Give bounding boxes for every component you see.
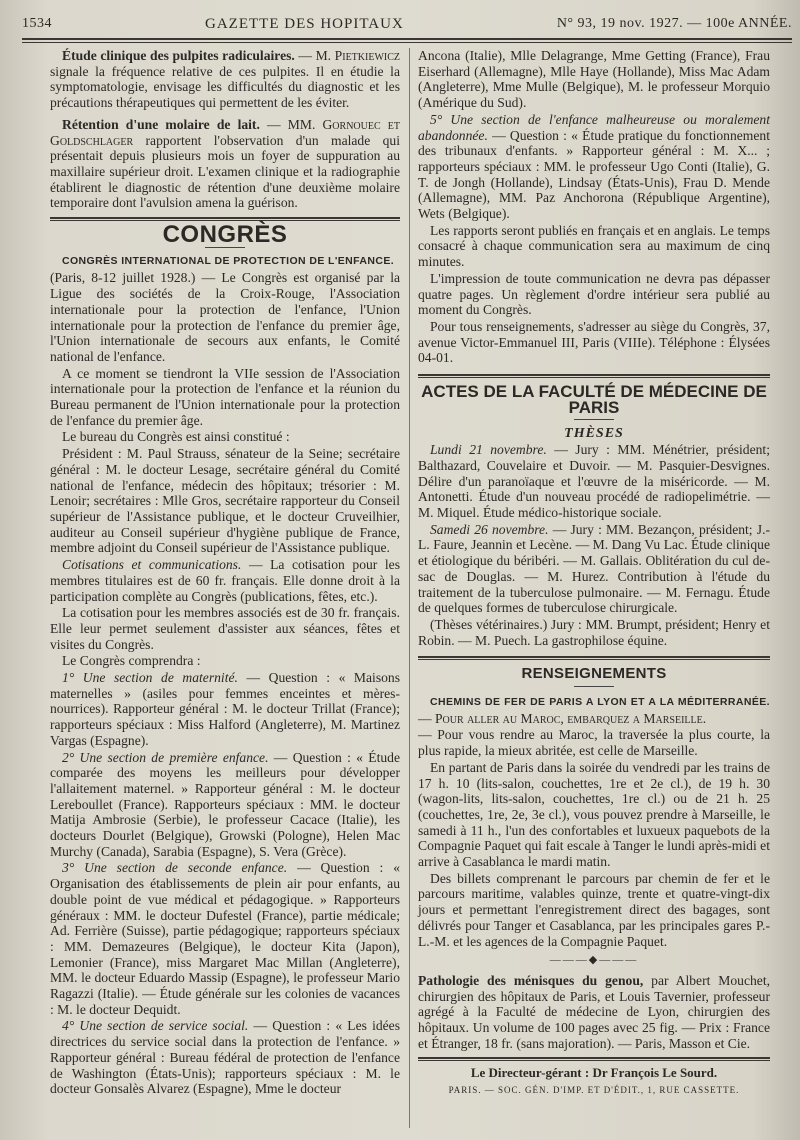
column-divider: [409, 48, 410, 1128]
article-body: rapportent l'observation d'un malade qui présentait depuis plusieurs mois un foyer de suppuration au maxillaire supérieur droit. L'examen clinique et la radiographie établirent le diagnostic de rétention d'une deuxième molaire temporaire dont l'avulsion amena la guérison.: [50, 132, 400, 211]
paragraph: Les rapports seront publiés en français et en anglais. Le temps consacré à chaque communication sera au maximum de cinq minutes.: [418, 222, 770, 270]
railway-subheading: CHEMINS DE FER DE PARIS A LYON ET A LA MÉDITERRANÉE.: [430, 696, 770, 709]
railway-subheading-2: — Pour aller au Maroc, embarquez a Marseille.: [418, 710, 707, 726]
journal-title: GAZETTE DES HOPITAUX: [205, 15, 404, 32]
paragraph: [50, 1018, 400, 1097]
book-notice: [418, 973, 770, 1052]
paragraph: En partant de Paris dans la soirée du vendredi par les trains de 17 h. 10 (lits-salon, couchettes, 1re et 2e cl.), de 19 h. 30 (wagon-lits, lits-salon, couchettes, 1re cl.) ou de 21 h. 25 (couchettes, 1re, 2e, 3e cl.), vous pouvez prendre à Marseille, le samedi à 11 h., l'un des confortables et luxueux paquebots de la Compagnie Paquet qui fait escale à Tanger le lundi après-midi et arrive à Casablanca le mardi matin.: [418, 759, 770, 870]
paragraph: A ce moment se tiendront la VIIe session de l'Association internationale pour la protection de l'enfance et la réunion du Bureau permanent de l'Union internationale pour la protection de l'enfance du premier âge.: [50, 365, 400, 428]
paragraph-text: — Question : « Maisons maternelles » (asiles pour femmes enceintes et mères-nourrices). Rapporteur général : M. le docteur Trillat (France); rapporteurs spéciaux : Miss Halford (Angleterre), M. Martinez Vargas (Espagne).: [50, 670, 401, 748]
article-body: signale la fréquence relative de ces pulpites. Il en étudie la symptomatologie, envisage les difficultés du diagnostic et les précautions thérapeutiques qui permettent de les éviter.: [50, 63, 400, 111]
paragraph: Ancona (Italie), Mlle Delagrange, Mme Getting (France), Frau Eiserhard (Allemagne), Mlle Haye (Hollande), Miss Mac Adam (Angleterre), Mme Mulle (Belgique), M. le professeur Morquio (Amérique du Sud).: [418, 48, 770, 111]
article-author: — M. Pietkiewicz: [298, 48, 400, 63]
footer-rule: [418, 1057, 770, 1061]
book-body: par Albert Mouchet, chirurgien des hôpitaux de Paris, et Louis Tavernier, professeur agrégé à la Faculté de médecine de Lyon, chirurgien des hôpitaux. Un volume de 100 pages avec 25 fig. — Prix : France et Étranger, 18 fr. (sans majoration). — Paris, Masson et Cie.: [418, 972, 770, 1051]
header-rule-thin: [22, 42, 792, 43]
article-author: — MM. Gornouec et Goldschlager: [50, 116, 400, 148]
congres-subheading: CONGRÈS INTERNATIONAL DE PROTECTION DE L'ENFANCE.: [62, 254, 395, 267]
paragraph-lead: Samedi 26 novembre.: [430, 521, 549, 537]
paragraph: [50, 557, 400, 604]
paragraph-lead: 1° Une section de maternité.: [62, 670, 238, 686]
paragraph: L'impression de toute communication ne devra pas dépasser quatre pages. Un règlement d'ordre intérieur sera publié au moment du Congrès.: [418, 270, 770, 318]
paragraph-lead: Lundi 21 novembre.: [430, 442, 547, 458]
paragraph-lead: 5° Une section de l'enfance malheureuse ou moralement abandonnée.: [418, 111, 770, 143]
section-heading-actes: ACTES DE LA FACULTÉ DE MÉDECINE DE PARIS: [421, 382, 767, 417]
paragraph-text: — Question : « Organisation des établissements de plein air pour enfants, au double point de vue médical et pédagogique. » Rapporteurs généraux : MM. le docteur Dufestel (France), partie médicale; Ad. Ferrière (Suisse), partie pédagogique; rapporteurs spéciaux : MM. Demazeures (Belgique), le docteur Kita (Japon), Lemonier (France), miss Margaret Mac Millan (Angleterre), MM. le docteur Eduardo Massip (Espagne), le professeur Mario Ragazzi (Italie). — Étude générale sur les colonies de vacances : M. le docteur Dequidt.: [50, 860, 401, 1017]
section-heading-congres: CONGRÈS: [162, 221, 288, 249]
paragraph: (Paris, 8-12 juillet 1928.) — Le Congrès est organisé par la Ligue des sociétés de la Croix-Rouge, l'Association internationale pour la protection de l'enfance, l'Union internationale pour la protection de l'enfance du premier âge, l'Union internationale de secours aux enfants, le Comité national de l'enfance.: [50, 270, 400, 364]
paragraph-text: — Question : « Étude pratique du fonctionnement des tribunaux d'enfants. » Rapporteur général : M. X... ; rapporteurs spéciaux : MM. le professeur Ugo Conti (Italie), G. T. de Jongh (Hollande), Lindsay (États-Unis), Frau D. Mende (Allemagne), MM. Paz Anchorona (République Argentine), Wets (Belgique).: [418, 127, 770, 222]
paragraph-lead: Cotisations et communications.: [62, 557, 242, 573]
section-rule: [418, 656, 770, 660]
section-heading-renseignements: RENSEIGNEMENTS: [521, 665, 667, 683]
paragraph-text: — Jury : MM. Ménétrier, président; Balthazard, Couvelaire et Duvoir. — M. Pasquier-Desvignes. Délire d'un paranoïaque et l'œuvre de la miséricorde. — M. Antonetti. Étude d'un nouveau procédé de radiopelimétrie. — M. Miquel. Étude médico-historique sociale.: [418, 442, 770, 520]
paragraph: — Pour vous rendre au Maroc, la traversée la plus courte, la plus rapide, la mieux abritée, est celle de Marseille.: [418, 727, 770, 759]
paragraph-text: — Question : « Étude comparée des moyens les meilleurs pour développer l'allaitement maternel. » Rapporteur général : M. le docteur Lereboullet (France). Rapporteurs spéciaux : MM. le docteur Matija Ambrosie (Serbie), le professeur Cacace (Italie), les docteurs Dourlet (Belgique), Growski (Pologne), Helen Mac Murchy (Canada), Sarabia (Espagne), S. Vera (Grèce).: [50, 749, 400, 859]
paragraph-text: — Jury : MM. Bezançon, président; J.-L. Faure, Jeannin et Lecène. — M. Dang Vu Lac. Étude clinique et étiologique du béribéri. — M. Gallais. Oblitération du cul de-sac de Douglas. — M. Hurez. Contribution à l'étude du traitement de la tuberculose pulmonaire. — M. Fernagu. Étude de quelques formes de tuberculose chirurgicale.: [418, 521, 770, 616]
paragraph: [418, 442, 770, 521]
paragraph: [418, 112, 770, 222]
paragraph-lead: 2° Une section de première enfance.: [62, 749, 269, 765]
paragraph: Pour tous renseignements, s'adresser au siège du Congrès, 37, avenue Victor-Emmanuel III, Paris (VIIIe). Téléphone : Élysées 04-01.: [418, 318, 770, 366]
issue-info: N° 93, 19 nov. 1927. — 100e ANNÉE.: [556, 16, 792, 31]
book-title: Pathologie des ménisques du genou,: [418, 972, 644, 988]
paragraph: [418, 693, 770, 726]
short-rule: [574, 686, 614, 687]
paragraph-text: — Question : « Les idées directrices du service social dans la protection de l'enfance. » Rapporteur général : Bureau fédéral de protection de l'enfance de Washington (États-Unis); rapporteurs spéciaux : M. le docteur Gonsalès Alvarez (Espagne), Mme le docteur: [50, 1018, 401, 1097]
paragraph: [418, 522, 770, 616]
paragraph: Président : M. Paul Strauss, sénateur de la Seine; secrétaire général : M. le docteur Lesage, secrétaire général du Comité national de l'enfance, médecin des hôpitaux; trésorier : M. Lenoir; secrétaires : Mlle Gros, secrétaire rapporteur du Conseil supérieur de l'Assistance publique, et le docteur Cruveilhier, auditeur au Conseil supérieur d'hygiène publique de France, membre adjoint du Conseil supérieur de l'Assistance publique.: [50, 446, 400, 556]
header-rule: [22, 38, 792, 40]
article-title: Étude clinique des pulpites radiculaires.: [62, 48, 295, 63]
paragraph: [50, 670, 400, 749]
left-column: [50, 48, 400, 1098]
page-header: [22, 10, 792, 38]
directeur-line: Le Directeur-gérant : Dr François Le Sourd.: [470, 1065, 718, 1081]
paragraph-text: — La cotisation pour les membres titulaires est de 60 fr. français. Elle donne droit à la participation complète au Congrès (publications, fêtes, etc.).: [50, 557, 400, 604]
short-rule: [574, 419, 614, 420]
paragraph-lead: 4° Une section de service social.: [62, 1018, 249, 1034]
paragraph: [50, 860, 400, 1017]
paragraph: [50, 750, 400, 860]
section-rule: [418, 374, 770, 378]
theses-heading: THÈSES: [564, 426, 624, 442]
page-number: 1534: [22, 16, 52, 31]
paragraph-lead: 3° Une section de seconde enfance.: [62, 860, 288, 876]
paragraph: Le Congrès comprendra :: [62, 653, 201, 669]
printer-line: PARIS. — SOC. GÉN. D'IMP. ET D'ÉDIT., 1, RUE CASSETTE.: [448, 1085, 740, 1096]
article-title: Rétention d'une molaire de lait.: [62, 116, 260, 132]
paragraph: (Thèses vétérinaires.) Jury : MM. Brumpt, président; Henry et Robin. — M. Puech. La gastrophilose équine.: [418, 616, 770, 648]
ornament-divider: ———◆———: [549, 954, 639, 967]
article-molaire: [50, 117, 400, 211]
paragraph: La cotisation pour les membres associés est de 30 fr. français. Elle leur permet seulement d'assister aux séances, fêtes et visites du Congrès.: [50, 605, 400, 652]
article-pulpites: [50, 48, 400, 111]
paragraph: Le bureau du Congrès est ainsi constitué :: [62, 429, 290, 445]
paragraph: Des billets comprenant le parcours par chemin de fer et le parcours maritime, valables quinze, trente et quatre-vingt-dix jours et permettant l'enregistrement direct des bagages, sont délivrés pour Tanger et Casablanca, par les principales gares P.-L.-M. et les agences de la Compagnie Paquet.: [418, 870, 770, 949]
right-column: [418, 48, 770, 1099]
